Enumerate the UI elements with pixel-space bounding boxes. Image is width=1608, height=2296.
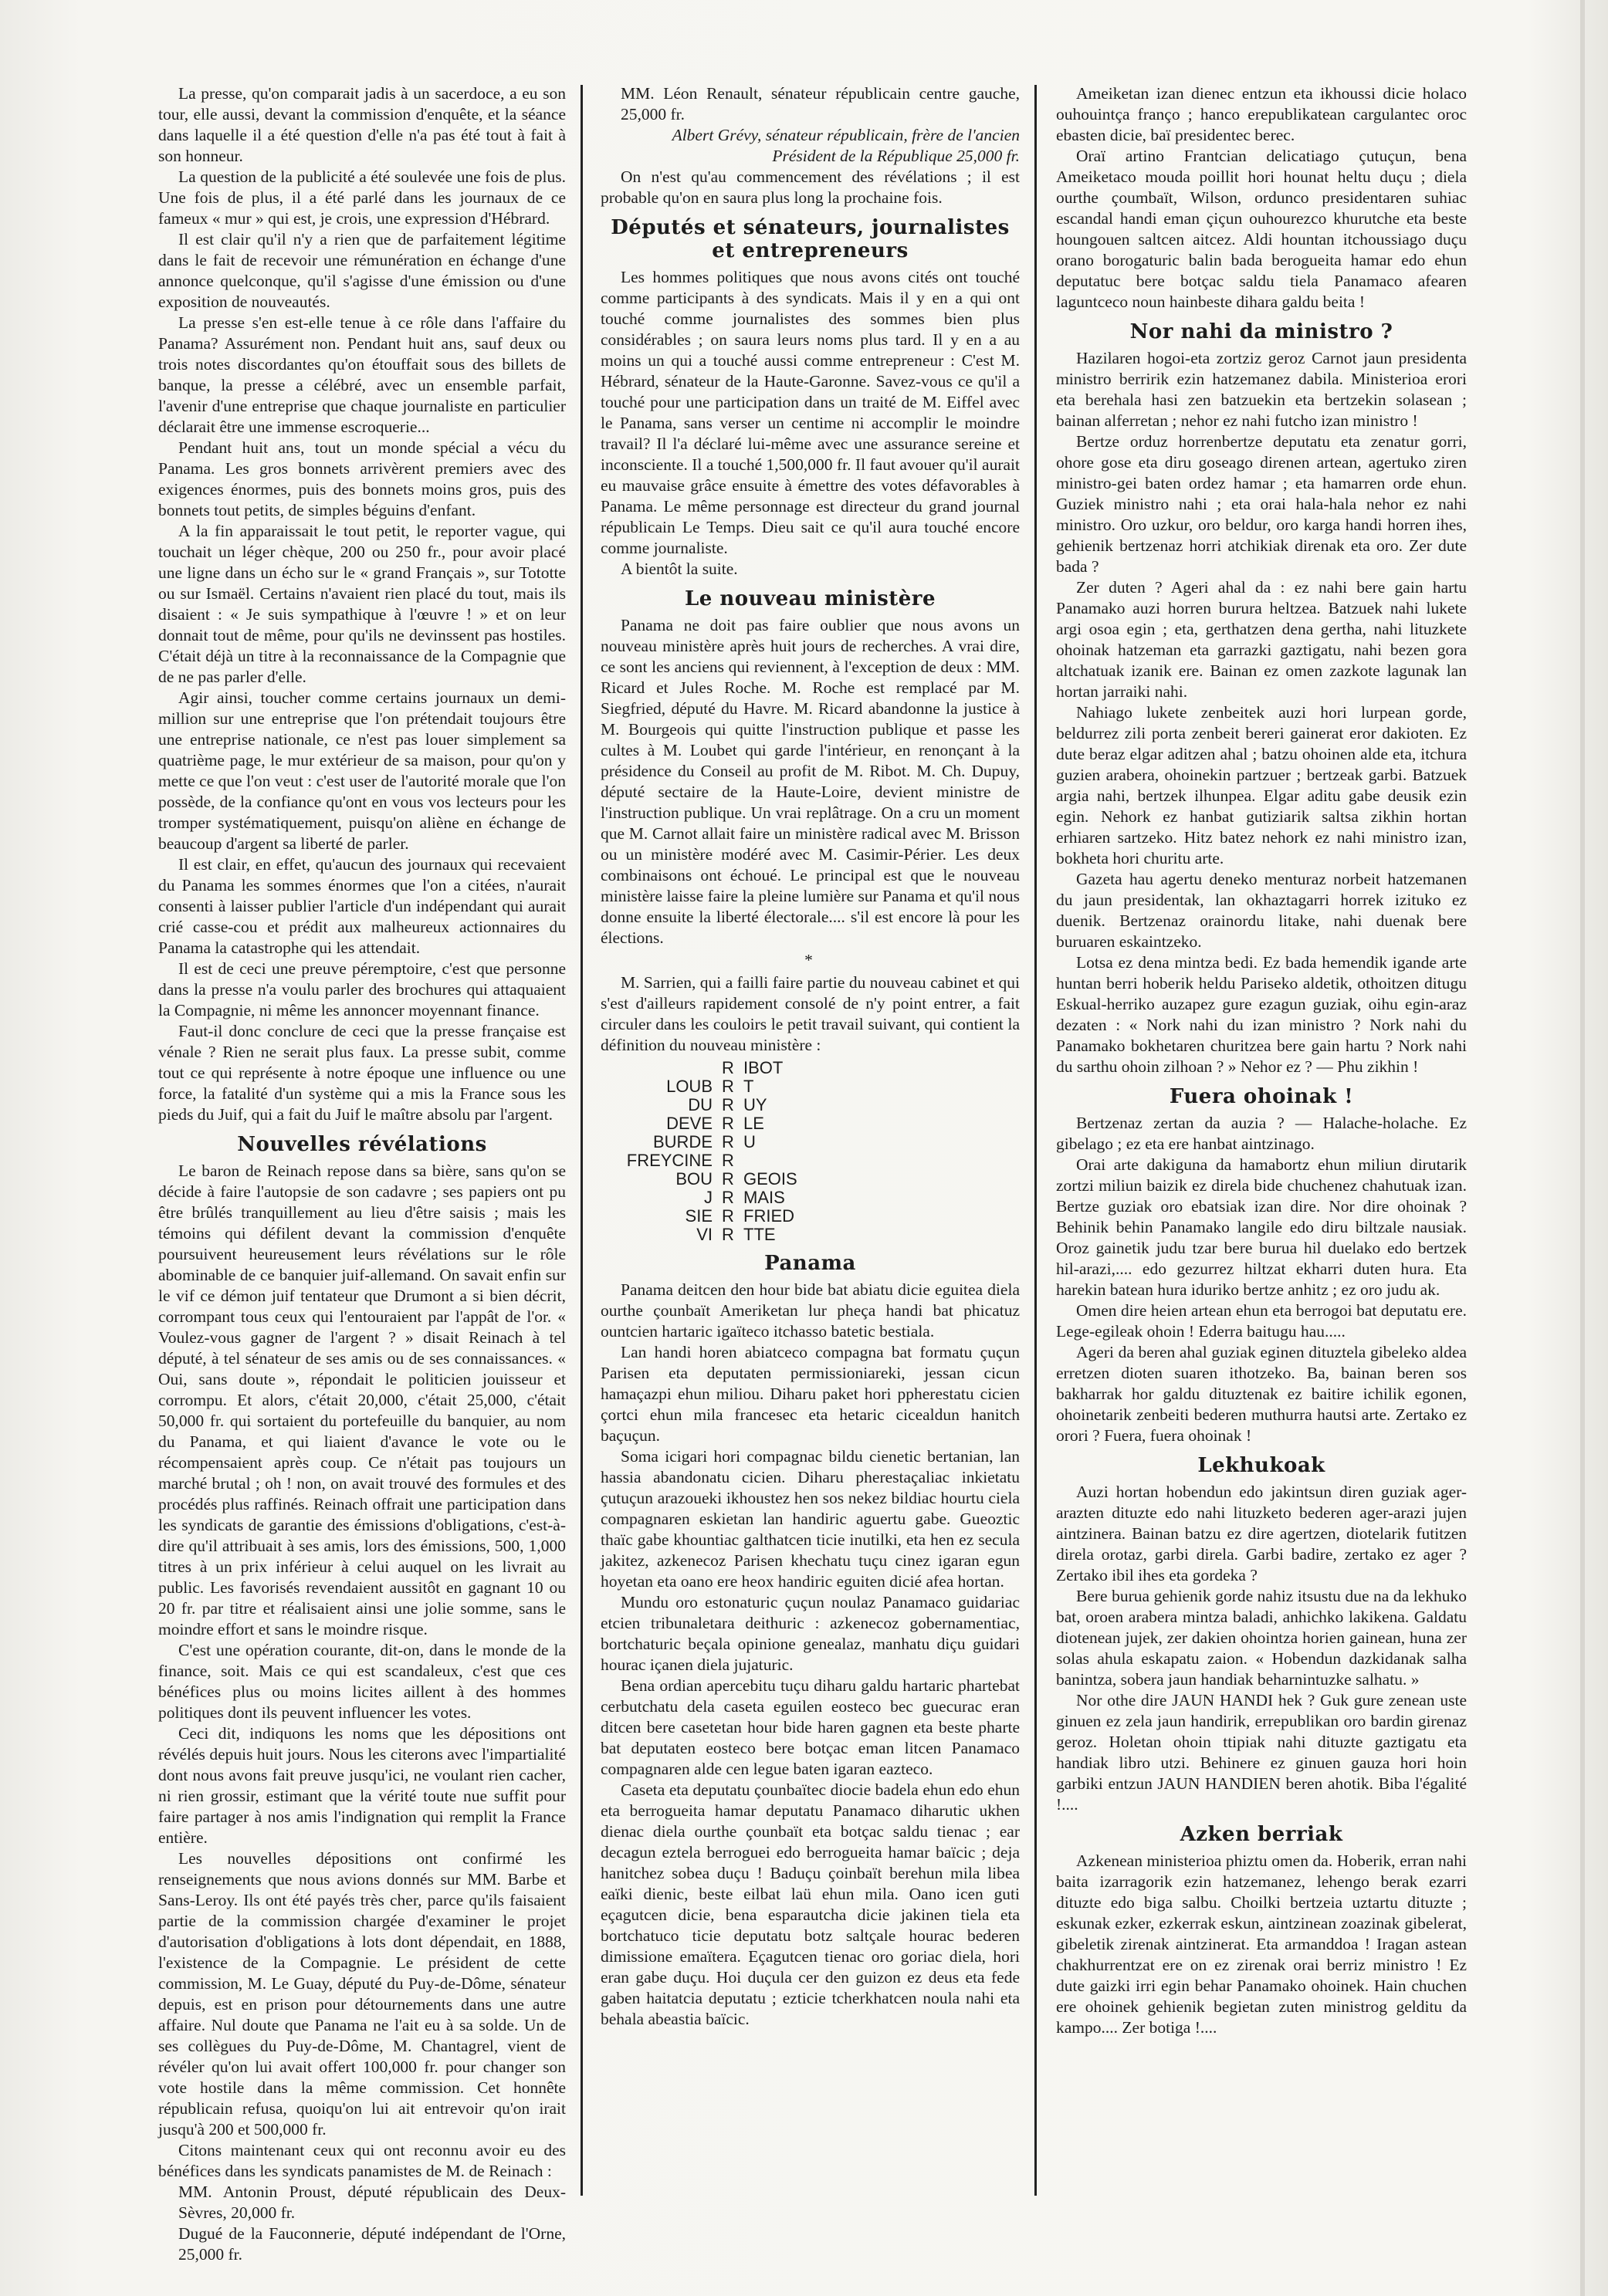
paragraph: Zer duten ? Ageri ahal da : ez nahi bere gain hartu Panamako auzi horren burura heltzea. Batzuek nahi lukete argi osoa egin ; eta, gerthatzen dena gertha, nahi lituzkete ohoinak hatzeman eta garrazki gaztigatu, nahi bezen gora altchatuak izanik ere. Bainan ez omen zazkote lagunak lan hortan jarraiki nahi.	[1056, 578, 1467, 701]
acrostic-row	[601, 1151, 1020, 1170]
section-heading: Fuera ohoinak !	[1169, 1085, 1354, 1108]
name-entry: MM. Antonin Proust, député républicain des Deux-Sèvres, 20,000 fr.	[178, 2183, 566, 2222]
paragraph: A la fin apparaissait le tout petit, le reporter vague, qui touchait un léger chèque, 200 ou 250 fr., pour avoir placé une ligne dans un écho sur le « grand Français », sur Tototte ou sur Ismaël. Certains n'avaient rien placé du tout, mais ils disaient : « Je suis sympathique à l'œuvre ! » et on leur donnait tout de même, pour qu'ils ne devinssent pas hostiles. C'était déjà un titre à la reconnaissance de la Compagnie que de ne pas parler d'elle.	[158, 522, 566, 686]
acrostic-right: MAIS	[743, 1188, 785, 1207]
paragraph: La presse, qu'on comparait jadis à un sacerdoce, a eu son tour, elle aussi, devant la commission d'enquête, et la séance dans laquelle il a été question d'elle n'a pas été tout à fait à son honneur.	[158, 84, 566, 165]
paragraph: Panama deitcen den hour bide bat abiatu dicie eguitea diela ourthe çounbaït Ameriketan lur pheça handi bat phicatuz ountcien hartaric igaïteco itchasso batetic bestiala.	[601, 1280, 1020, 1341]
acrostic-left: DEVE	[666, 1114, 713, 1133]
section-heading: Nouvelles révélations	[237, 1133, 487, 1156]
paragraph: Caseta eta deputatu çounbaïtec diocie badela ehun edo ehun eta berrogueita hamar deputatu Panamaco diharutic ukhen dienac diela ourthe çounbaït eta botçac saldu tienac ; ear decagun eztela berroguei edo berrogueita hamar baïcic ; deja hanitchez sobea duçu ! Baduçu çoinbaït berehun mila libea eaïki dienic, beste eilbat laü ehun mila. Oano icen guti eçagutcen dicie, bena esparautcha dicie jakinen tiela eta bortchatuco ticie deputatu botz saltçale hourac bederen dimissione emaïtera. Eçagutcen tienac oro goriac diela, hori eran gabe duçu. Hoi duçula cer den guizon ez deus eta fede gaben haitatcia deputatu ; ezticie tcherkhatcen noula nahi eta behala abeastia baïcic.	[601, 1780, 1020, 2028]
paragraph: Oraï artino Frantcian delicatiago çutuçun, bena Ameiketaco mouda poillit hori hounat heltu duçu ; diela ourthe çoumbaït, Wilson, ordunco presidentaren suhiac escandal handi eman çiçun ouhourezco khurutche eta beste houngouen saltcen aitcez. Aldi hountan itchoussiago duçu orano borogaturic balin bada berogueita hamar edo ehun deputatuc bere botçac saldu tiela Panamaco afearen laguntceco noun hainbeste dihara galdu beita !	[1056, 147, 1467, 311]
acrostic-mark: R	[722, 1206, 734, 1226]
column-1	[158, 83, 566, 2264]
section-asterisk: *	[804, 951, 816, 969]
page-edge-shadow	[1580, 0, 1585, 2296]
paragraph: Soma icigari hori compagnac bildu cienetic bertanian, lan hassia abandonatu cicien. Diharu pherestaçaliac inkietatu çutuçun arazoueki ikhoustez hen sos nekez bildiac hourtu ciela compagnaren eskietan lan handiric aguertu gabe. Gueoztic thaïc gabe khountiac galthatcen ticie inutilki, eta hen ez secula jakitez, azkenecoz Parisen khechatu tuçu cinez igaran egun hoyetan eta oano ere heox handiric eguiten dicié afea hortan.	[601, 1447, 1020, 1591]
acrostic-left	[601, 1059, 713, 1077]
paragraph: Bertzenaz zertan da auzia ? — Halache-holache. Ez gibelago ; ez eta ere hanbat aintzinago.	[1056, 1114, 1467, 1153]
paragraph: Gazeta hau agertu deneko menturaz norbeit hatzemanen du jaun presidentak, lan okhaztagarri horrek izituko ez duenik. Bertzenaz orainordu litake, nahi duenak bere buruaren eskaintzeko.	[1056, 870, 1467, 951]
acrostic-row	[601, 1059, 1020, 1077]
paragraph: Orai arte dakiguna da hamabortz ehun miliun dirutarik zortzi miliun baizik ez direla bide chuchenez chahutuak izan. Bertze guziak oro ebatsiak izan dire. Nor dire ohoinak ? Behinik behin Panamako langile edo diru biltzale nausiak. Oroz gainetik judu tzar bere burua hil duelako edo bertzek hil-arazi,.... edo gezurrez hiltzat ekharri duten hura. Eta harekin batean hura iduriko bertze anhitz ; ez oro judu ak.	[1056, 1155, 1467, 1299]
paragraph: Bertze orduz horrenbertze deputatu eta zenatur gorri, ohore gose eta diru goseago direnen artean, agertuko ziren ministro-gei baten ordez hamar ; eta hamarren orde ehun. Guziek ministro nahi ; eta orai hala-hala nehor ez nahi ministro. Oro uzkur, oro beldur, oro karga handi horren ihes, gehienik bertzenaz horri atchikiak direnak eta oro. Zer dute bada ?	[1056, 432, 1467, 576]
acrostic-row	[601, 1096, 1020, 1114]
acrostic-left: LOUB	[666, 1077, 713, 1096]
column-2	[601, 83, 1020, 2180]
acrostic-left: SIE	[685, 1206, 713, 1226]
acrostic-left: BURDE	[652, 1132, 713, 1151]
acrostic-mark: R	[722, 1188, 734, 1207]
paragraph: Bena ordian apercebitu tuçu diharu galdu hartaric phartebat cerbutchatu dela caseta eguilen eosteco bec guecurac eran ditcen bere casetetan hour bide haren gagnen eta beste pharte bat deputaten eosteco bere botçac eman litcen Panamaco compagnaren alde cen legue baten igaran eazteco.	[601, 1676, 1020, 1778]
paragraph: Les nouvelles dépositions ont confirmé les renseignements que nous avions donnés sur MM. Barbe et Sans-Leroy. Ils ont été payés très cher, parce qu'ils faisaient partie de la commission chargée d'examiner le projet d'autorisation d'obligations à lots dont dépendait, en 1888, l'existence de la Compagnie. Le président de cette commission, M. Le Guay, député du Puy-de-Dôme, sénateur depuis, est en prison pour détournements dans une autre affaire. Nul doute que Panama ne l'ait eu à sa solde. Un de ses collègues du Puy-de-Dôme, M. Chantagrel, vient de révéler qu'on lui avait offert 100,000 fr. pour changer son vote hostile dans la même commission. Cet honnête républicain refusa, quoiqu'on lui ait entrevoir qu'on irait jusqu'à 200 et 500,000 fr.	[158, 1849, 566, 2139]
acrostic-right: IBOT	[743, 1058, 784, 1077]
column-rule-right	[1034, 85, 1037, 2196]
acrostic-row	[601, 1189, 1020, 1207]
section-heading: Nor nahi da ministro ?	[1129, 320, 1393, 343]
paragraph: Omen dire heien artean ehun eta berrogoi bat deputatu ere. Lege-egileak ohoin ! Ederra baitugu hau.....	[1056, 1301, 1467, 1341]
acrostic-mark: R	[722, 1058, 734, 1077]
acrostic-row	[601, 1170, 1020, 1189]
acrostic-mark: R	[722, 1151, 734, 1170]
acrostic-mark: R	[722, 1114, 734, 1133]
acrostic-right: U	[743, 1132, 756, 1151]
acrostic-row	[601, 1133, 1020, 1151]
paragraph: M. Sarrien, qui a failli faire partie du nouveau cabinet et qui s'est d'ailleurs rapidement consolé de n'y point entrer, a fait circuler dans les couloirs le petit travail suivant, qui contient la définition du nouveau ministère :	[601, 973, 1020, 1054]
paragraph: C'est une opération courante, dit-on, dans le monde de la finance, soit. Mais ce qui est scandaleux, c'est que ces bénéfices plus ou moins licites aillent à des hommes politiques dont ils peuvent influencer les votes.	[158, 1641, 566, 1722]
paragraph: Mundu oro estonaturic çuçun noulaz Panamaco guidariac etcien tribunaletara deithuric : azkenecoz gobernamentiac, bortchaturic beçala opinione genealaz, manhatu diçu guidari hourac içanen diela jujaturic.	[601, 1593, 1020, 1674]
section-heading: Panama	[764, 1252, 856, 1275]
paragraph: Le baron de Reinach repose dans sa bière, sans qu'on se décide à faire l'autopsie de son cadavre ; ses papiers ont pu être brûlés tranquillement au lieu d'être saisis ; mais les témoins qui défilent devant la commission d'enquête poursuivent heureusement leurs révélations sur le rôle abominable de ce banquier juif-allemand. On savait enfin sur le vif ce démon juif tentateur que Drumont a si bien décrit, corrompant tous ceux qui l'entouraient par l'appât de l'or. « Voulez-vous gagner de l'argent ? » disait Reinach à tel député, à tel sénateur de ses amis ou de ses connaissances. « Oui, sans doute », répondait le politicien jouisseur et corrompu. Et alors, c'était 20,000, c'était 25,000, c'était 50,000 fr. qui sortaient du portefeuille du banquier, au nom du Panama, et qui liaient d'avance le vote ou le récompensaient après coup. Ce n'était pas toujours un marché brutal ; oh ! non, on avait trouvé des formules et des procédés plus raffinés. Reinach offrait une participation dans les syndicats de garantie des émissions d'obligations, c'est-à-dire qu'il attribuait à ses amis, lors des émissions, 500, 1,000 titres à un prix inférieur à celui auquel on les livrait au public. Les favorisés revendaient aussitôt en gagnant 10 ou 20 fr. par titre et réalisaient ainsi une jolie somme, sans le moindre effort et sans le moindre risque.	[158, 1162, 566, 1638]
acrostic-right: FRIED	[743, 1206, 794, 1226]
paragraph: Ageri da beren ahal guziak eginen dituztela gibeleko aldea erretzen dioten suaren ithotzeko. Ba, bainan beren sos bakharrak hor galdu dituztenak ez baitire ichilik egonen, ohoinetarik zenbeiti bederen muthurra hautsi arte. Zertako ez orori ? Fuera, fuera ohoinak !	[1056, 1343, 1467, 1445]
section-heading: Députés et sénateurs, journalistes et entrepreneurs	[611, 216, 1010, 262]
acrostic-left: BOU	[675, 1169, 713, 1189]
paragraph: Faut-il donc conclure de ceci que la presse française est vénale ? Rien ne serait plus faux. La presse subit, comme tout ce qui représente à notre époque une influence ou une force, la fatalité d'un système qui a mis la France sous les pieds du Juif, qui a fait du Juif le maître absolu par l'argent.	[158, 1022, 566, 1124]
name-entry-italic: Albert Grévy, sénateur républicain, frère de l'ancien Président de la République 25,000 fr.	[672, 126, 1020, 165]
acrostic-right: LE	[743, 1114, 764, 1133]
acrostic-left: DU	[688, 1095, 713, 1114]
acrostic-left: J	[704, 1188, 713, 1207]
paragraph: Il est clair qu'il n'y a rien que de parfaitement légitime dans le fait de recevoir une rémunération en échange d'une annonce quelconque, qu'il s'agisse d'une émission ou d'une exposition de nouveautés.	[158, 230, 566, 311]
acrostic-mark: R	[722, 1225, 734, 1244]
paragraph: Nor othe dire JAUN HANDI hek ? Guk gure zenean uste ginuen ez zela jaun handirik, errepublikan oro bardin girenaz geroz. Holetan ohoin ttipiak nahi dituzte gaztigatu eta handiak libro utzi. Behinere ez ginuen gauza hori hoin garbiki entzun JAUN HANDIEN beren ahotik. Biba l'égalité !....	[1056, 1691, 1467, 1814]
acrostic-left: VI	[696, 1225, 713, 1244]
paragraph: La question de la publicité a été soulevée une fois de plus. Une fois de plus, il a été parlé dans les journaux de ce fameux « mur » qui est, je crois, une expression d'Hébrard.	[158, 167, 566, 228]
acrostic-mark: R	[722, 1132, 734, 1151]
paragraph: Agir ainsi, toucher comme certains journaux un demi-million sur une entreprise que l'on prétendait toujours être une entreprise nationale, ce n'est pas louer simplement sa quatrième page, le mur extérieur de sa maison, pour qu'on y mette ce que l'on veut : c'est user de l'autorité morale que l'on possède, de la confiance qu'ont en vous vos lecteurs pour les tromper systématiquement, puisqu'on aliène en échange de beaucoup d'argent sa liberté de parler.	[158, 688, 566, 853]
paragraph: La presse s'en est-elle tenue à ce rôle dans l'affaire du Panama? Assurément non. Pendant huit ans, sauf deux ou trois notes discordantes qu'on étouffait sous des billets de banque, la presse a célébré, avec un ensemble parfait, l'avenir d'une entreprise que chaque journaliste en particulier déclarait être une immense escroquerie...	[158, 313, 566, 436]
acrostic-right: UY	[743, 1095, 767, 1114]
column-rule-left	[581, 85, 583, 2196]
paragraph: Lotsa ez dena mintza bedi. Ez bada hemendik igande arte huntan berri hoberik heldu Pariseko aldetik, othoitzen ditugu Eskual-herriko auzapez gure ezagun guziak, oihu egin-araz dezaten : « Nork nahi du izan ministro ? Nork nahi du Panamako bokhetaren churitzea bere gain hartu ? Nork nahi du sarthu ohoin zilhoan ? » Nehor ez ? — Phu zikhin !	[1056, 953, 1467, 1076]
acrostic-row	[601, 1207, 1020, 1226]
acrostic-mark: R	[722, 1095, 734, 1114]
section-heading: Lekhukoak	[1197, 1454, 1325, 1477]
acrostic-right: TTE	[743, 1225, 776, 1244]
acrostic-right: GEOIS	[743, 1169, 797, 1189]
acrostic-left: FREYCINE	[626, 1151, 713, 1170]
paragraph: Lan handi horen abiatceco compagna bat formatu çuçun Parisen eta deputaten permissioniareki, jessan cicun hamaçazpi ehun miliou. Diharu paket hori ppherestatu cicien çortci ehun mila francesec eta hetaric cicealdun hanitch baçuçun.	[601, 1343, 1020, 1445]
paragraph: A bientôt la suite.	[621, 560, 738, 578]
acrostic-right: T	[743, 1077, 754, 1096]
paragraph: Azkenean ministerioa phiztu omen da. Hoberik, erran nahi baita izarragorik ezin hatzemanez, lehengo berak ezarri dituzte edo biga salbu. Choilki bertzeia uztartu dituzte ; eskunak ezker, ezkerrak eskun, aintzinean zoazinak gibelerat, gibeletik zirenak aintzinerat. Eta armanddoa ! Iragan astean chakhurrentzat ere on ez zirenak orai berriz ministro ! Ez dute gaizki irri egin behar Panamako ohoinek. Hain chuchen ere ohoinek gehienik begietan zuten ministrog gelditu da kampo.... Zer botiga !....	[1056, 1851, 1467, 2037]
paragraph: Hazilaren hogoi-eta zortziz geroz Carnot jaun presidenta ministro berririk ezin hatzemanez dabila. Ministerioa erori eta berehala hasi zen batzuekin eta bertzekin solasean ; bainan alferretan ; nehor ez nahi futcho izan ministro !	[1056, 349, 1467, 430]
section-heading: Le nouveau ministère	[684, 587, 936, 610]
paragraph: Il est clair, en effet, qu'aucun des journaux qui recevaient du Panama les sommes énormes que l'on a citées, n'aurait consenti à laisser publier l'article d'un indépendant qui aurait crié casse-cou et prédit aux malheureux actionnaires du Panama la catastrophe qui les attendait.	[158, 855, 566, 957]
paragraph: Ameiketan izan dienec entzun eta ikhoussi dicie holaco ouhouintça franço ; hanco erepublikatean cargulantec oroc ebasten dicie, baï presidentec berec.	[1056, 84, 1467, 144]
paragraph: Citons maintenant ceux qui ont reconnu avoir eu des bénéfices dans les syndicats panamistes de M. de Reinach :	[158, 2141, 566, 2180]
paragraph: Auzi hortan hobendun edo jakintsun diren guziak ager-arazten dituzte edo nahi lituzketo bederen ager-arazi jujen aintzinera. Bainan batzu ez dire agertzen, diotelarik futitzen direla orotaz, garbi direla. Garbi badire, zertako ez ager ? Zertako ibil ihes eta gordeka ?	[1056, 1483, 1467, 1584]
acrostic-mark: R	[722, 1077, 734, 1096]
acrostic-row	[601, 1077, 1020, 1096]
paragraph: Il est de ceci une preuve péremptoire, c'est que personne dans la presse n'a voulu parler des brochures qui attaquaient la Compagnie, ni même les annoncer moyennant finance.	[158, 959, 566, 1020]
acrostic-row	[601, 1226, 1020, 1244]
acrostic	[601, 1059, 1020, 1244]
acrostic-right	[743, 1151, 1020, 1170]
name-entry: MM. Léon Renault, sénateur républicain centre gauche, 25,000 fr.	[621, 84, 1020, 123]
section-heading: Azken berriak	[1180, 1823, 1343, 1846]
column-3	[1056, 83, 1467, 2180]
paragraph: Nahiago lukete zenbeitek auzi hori lurpean gorde, beldurrez zili porta zenbeit bereri gainerat eror dakioten. Ez dute beraz elgar aditzen ahal ; batzu ohoinen alde eta, itchura guzien arabera, ohoinekin partzuer ; bertzeak garbi. Batzuek argia nahi, bertzek ilhunpea. Elgar aditu gabe deusik ezin egin. Nehork ez hanbat gutiziarik saltsa zikhin hortan erhiaren sartzeko. Hitz batez nehork ez nahi ministro izan, bokheta hori churitu arte.	[1056, 703, 1467, 867]
name-entry: Dugué de la Fauconnerie, député indépendant de l'Orne, 25,000 fr.	[178, 2224, 566, 2264]
paragraph: Bere burua gehienik gorde nahiz itsustu due na da lekhuko bat, oroen arabera mintza baladi, anhichko lakikena. Galdatu diotenean jujek, zer dakien ohointza horien gainean, huna zer solas ahula eskapatu zaion. « Hobendun dazkidanak salha banintza, sobera jaun handiak beharnintuzke salhatu. »	[1056, 1587, 1467, 1689]
paragraph: Pendant huit ans, tout un monde spécial a vécu du Panama. Les gros bonnets arrivèrent premiers avec des exigences énormes, puis des bonnets moins gros, puis des bonnets tout petits, de simples béguins d'enfant.	[158, 438, 566, 519]
paragraph: On n'est qu'au commencement des révélations ; il est probable qu'on en saura plus long la prochaine fois.	[601, 167, 1020, 207]
paragraph: Ceci dit, indiquons les noms que les dépositions ont révélés depuis huit jours. Nous les citerons avec l'impartialité dont nous avons fait preuve jusqu'ici, ne voulant rien cacher, ni rien grossir, estimant que la vérité toute nue suffit pour faire partager à nos amis l'indignation qui remplit la France entière.	[158, 1724, 566, 1847]
acrostic-mark: R	[722, 1169, 734, 1189]
acrostic-row	[601, 1114, 1020, 1133]
paragraph: Les hommes politiques que nous avons cités ont touché comme participants à des syndicats. Mais il y en a qui ont touché comme journalistes des sommes bien plus considérables ; on saura leurs noms plus tard. Il y en a au moins un qui a touché aussi comme entrepreneur : C'est M. Hébrard, sénateur de la Haute-Garonne. Savez-vous ce qu'il a touché pour une participation dans un traité de M. Eiffel avec le Panama, sans verser un centime ni accomplir le moindre travail? Il l'a déclaré lui-même avec une assurance sereine et inconsciente. Il a touché 1,500,000 fr. Il faut avouer qu'il aurait eu mauvaise grâce ensuite à émettre des votes défavorables à Panama. Le même personnage est directeur du grand journal républicain Le Temps. Dieu sait ce qu'il aura touché encore comme journaliste.	[601, 268, 1020, 557]
paragraph: Panama ne doit pas faire oublier que nous avons un nouveau ministère après huit jours de recherches. A vrai dire, ce sont les anciens qui reviennent, à l'exception de deux : MM. Ricard et Jules Roche. M. Roche est remplacé par M. Siegfried, député du Havre. M. Ricard abandonne la justice à M. Bourgeois qui quitte l'instruction publique et passe les cultes à M. Loubet qui garde l'intérieur, en renonçant à la présidence du Conseil au profit de M. Ribot. M. Ch. Dupuy, député sectaire de la Haute-Loire, devient ministre de l'instruction publique. Un vrai replâtrage. On a cru un moment que M. Carnot allait faire un ministère radical avec M. Brisson ou un ministère modéré avec M. Casimir-Périer. Les deux combinaisons ont échoué. Le principal est que le nouveau ministère laisse faire la pleine lumière sur Panama et qu'il nous donne ensuite la liberté électorale.... s'il est encore là pour les élections.	[601, 616, 1020, 947]
